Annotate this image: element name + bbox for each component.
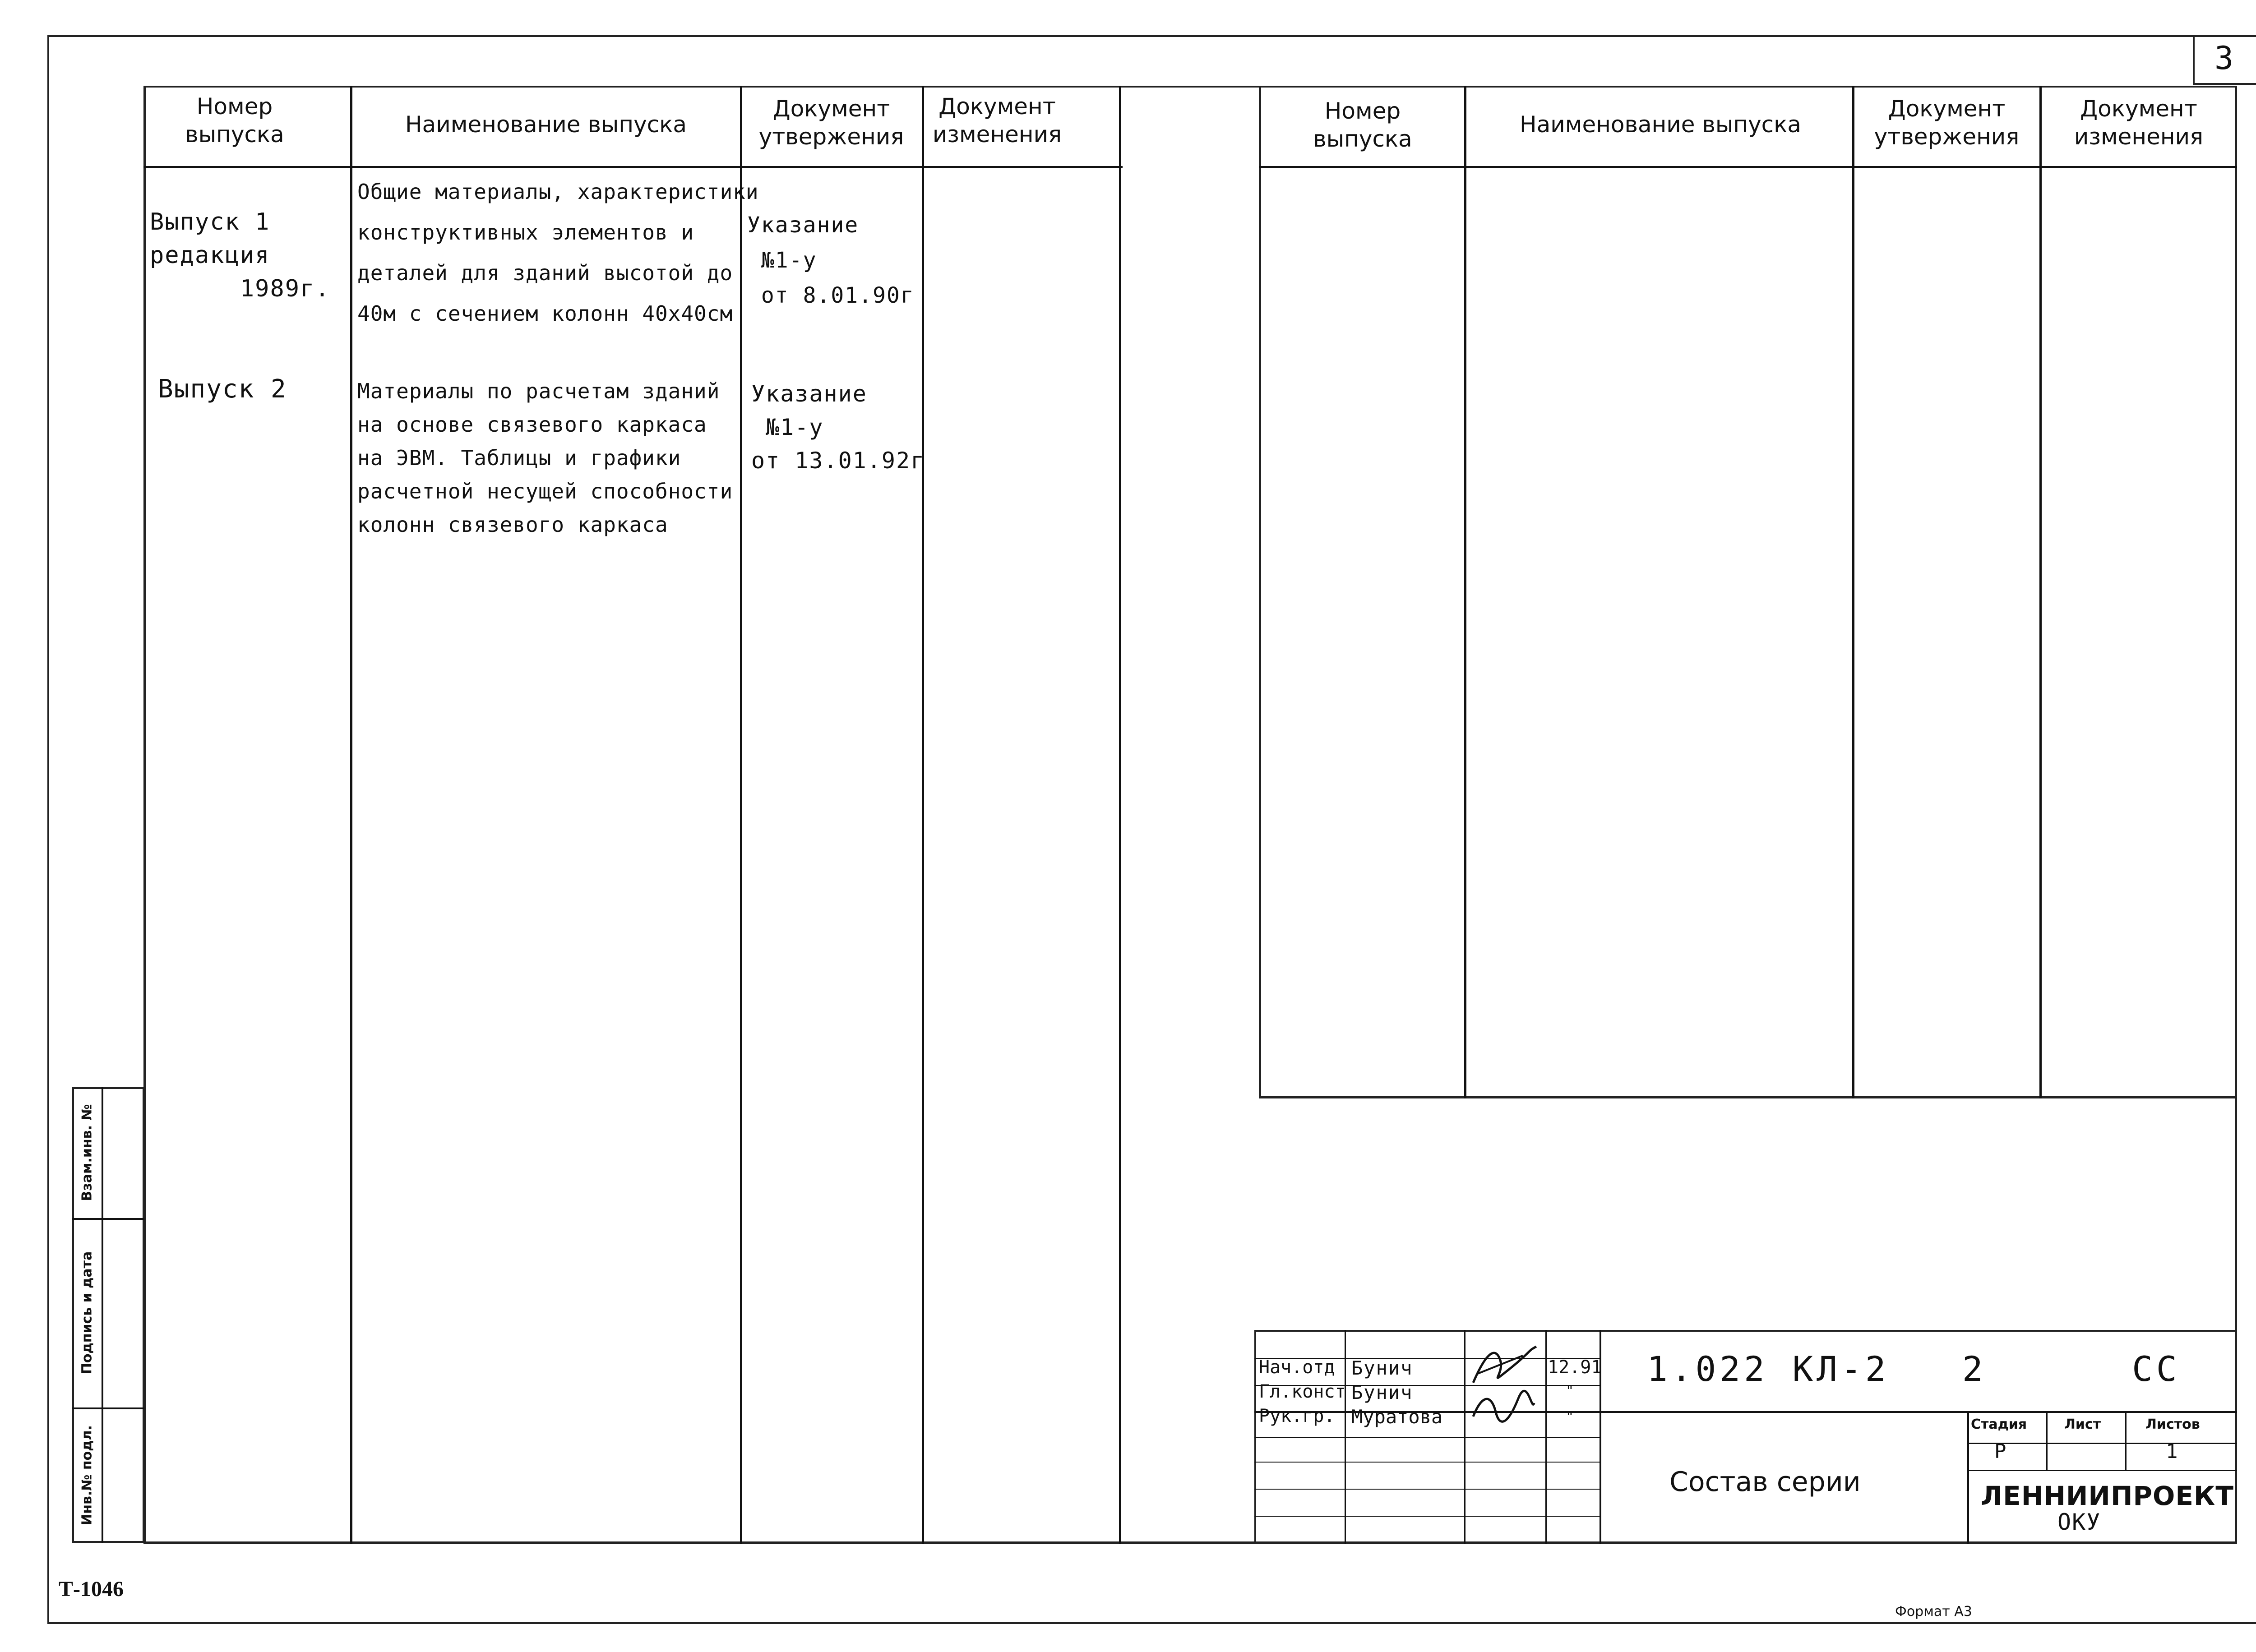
row2-name: Материалы по расчетам зданий на основе связевого каркаса на ЭВМ. Таблицы и графики расчетной несущей способности колонн связевого каркаса xyxy=(357,379,733,537)
tb-role-2: Гл.конст xyxy=(1259,1381,1346,1402)
row2-number: Выпуск 2 xyxy=(158,374,287,404)
side-sign-date: Подпись и дата xyxy=(79,1251,95,1375)
signature-2 xyxy=(1469,1389,1536,1426)
tb-name-3: Муратова xyxy=(1351,1406,1443,1428)
tb-org: ЛЕННИИПРОЕКТ xyxy=(1981,1481,2234,1511)
side-inv-zam: Взам.инв. № xyxy=(79,1104,95,1201)
left-header-number: Номер выпуска xyxy=(185,93,284,148)
row1-approval: Указание №1-у от 8.01.90г xyxy=(747,212,915,308)
right-header-name: Наименование выпуска xyxy=(1520,111,1801,138)
tb-date-1: 12.91 xyxy=(1548,1357,1602,1378)
tb-stage-value: Р xyxy=(1994,1440,2007,1463)
right-header-change: Документ изменения xyxy=(2074,96,2204,150)
tb-sheets-label: Листов xyxy=(2145,1417,2200,1432)
tb-stage-label: Стадия xyxy=(1971,1417,2027,1432)
tb-sheets-value: 1 xyxy=(2166,1440,2179,1463)
tb-date-3: " xyxy=(1566,1409,1575,1425)
left-header-approval: Документ утвержения xyxy=(758,96,904,150)
tb-role-3: Рук.гр. xyxy=(1259,1406,1335,1426)
tb-sheet-label: Лист xyxy=(2064,1417,2101,1432)
row1-number: Выпуск 1 редакция 1989г. xyxy=(150,208,330,302)
tb-name-2: Бунич xyxy=(1351,1381,1413,1403)
tb-code: 1.022 КЛ-2 2 СС xyxy=(1647,1349,2181,1389)
signature-1 xyxy=(1469,1342,1541,1392)
row1-name: Общие материалы, характеристики конструктивных элементов и деталей для зданий высотой до 40м с сечением колонн 40х40см xyxy=(357,180,759,326)
footer-format: Формат А3 xyxy=(1895,1604,1972,1620)
tb-title: Состав серии xyxy=(1669,1466,1861,1498)
right-header-number: Номер выпуска xyxy=(1313,98,1412,152)
row2-approval: Указание №1-у от 13.01.92г xyxy=(751,381,925,474)
left-header-change: Документ изменения xyxy=(932,93,1062,148)
tb-date-2: " xyxy=(1566,1383,1575,1399)
side-inv-orig: Инв.№ подл. xyxy=(79,1425,95,1525)
tb-org-sub: ОКУ xyxy=(2057,1509,2101,1535)
sheet-number: 3 xyxy=(2214,40,2235,77)
right-header-approval: Документ утвержения xyxy=(1874,96,2020,150)
tb-role-1: Нач.отд xyxy=(1259,1357,1335,1378)
footer-code: Т-1046 xyxy=(59,1577,124,1601)
left-header-name: Наименование выпуска xyxy=(405,111,687,138)
tb-name-1: Бунич xyxy=(1351,1357,1413,1379)
